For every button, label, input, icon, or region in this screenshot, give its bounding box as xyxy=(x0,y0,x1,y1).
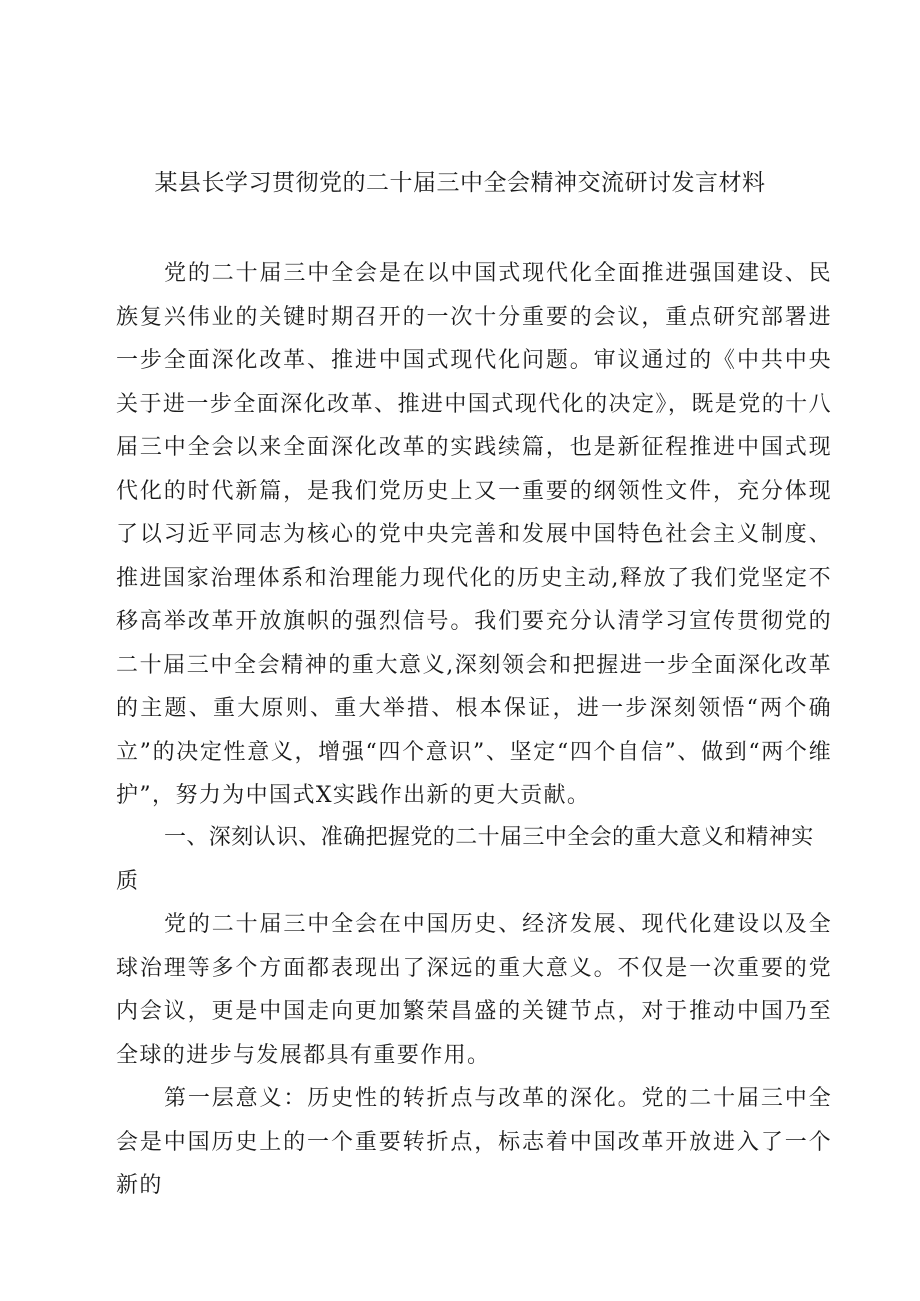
section-heading-1: 一、深刻认识、准确把握党的二十届三中全会的重大意义和精神实质 xyxy=(116,825,814,894)
paragraph-first-significance: 第一层意义：历史性的转折点与改革的深化。党的二十届三中全会是中国历史上的一个重要转折点，标志着中国改革开放进入了一个新的 xyxy=(116,1086,832,1198)
paragraph-section-1-intro: 党的二十届三中全会在中国历史、经济发展、现代化建设以及全球治理等多个方面都表现出了深远的重大意义。不仅是一次重要的党内会议，更是中国走向更加繁荣昌盛的关键节点，对于推动中国乃至全球的进步与发展都具有重要作用。 xyxy=(116,912,832,1068)
paragraph-intro: 党的二十届三中全会是在以中国式现代化全面推进强国建设、民族复兴伟业的关键时期召开的一次十分重要的会议，重点研究部署进一步全面深化改革、推进中国式现代化问题。审议通过的《中共中央关于进一步全面深化改革、推进中国式现代化的决定》，既是党的十八届三中全会以来全面深化改革的实践续篇，也是新征程推进中国式现代化的时代新篇，是我们党历史上又一重要的纲领性文件，充分体现了以习近平同志为核心的党中央完善和发展中国特色社会主义制度、推进国家治理体系和治理能力现代化的历史主动,释放了我们党坚定不移高举改革开放旗帜的强烈信号。我们要充分认清学习宣传贯彻党的二十届三中全会精神的重大意义,深刻领会和把握进一步全面深化改革的主题、重大原则、重大举措、根本保证，进一步深刻领悟“两个确立”的决定性意义，增强“四个意识”、坚定“四个自信”、做到“两个维护”，努力为中国式X实践作出新的更大贡献。 xyxy=(116,261,832,808)
document-title: 某县长学习贯彻党的二十届三中全会精神交流研讨发言材料 xyxy=(154,170,766,196)
